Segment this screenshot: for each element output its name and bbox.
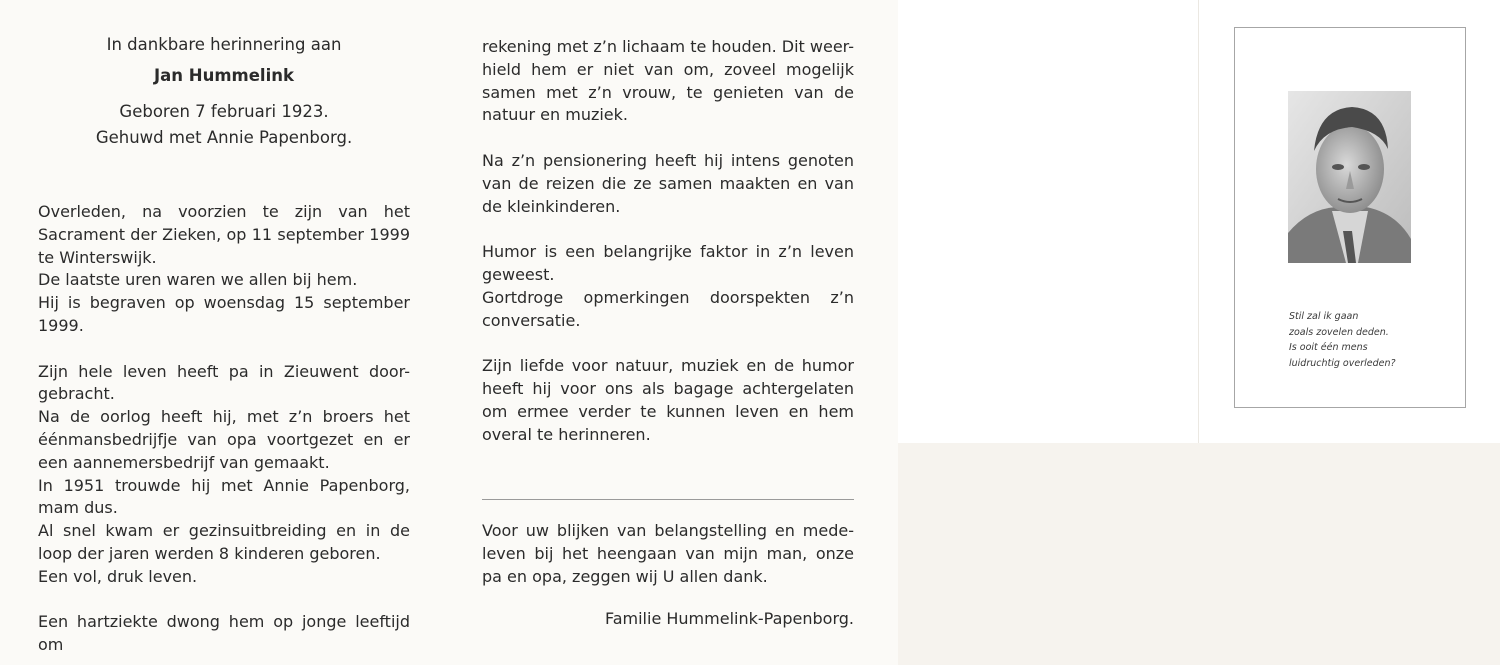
birth-date: Geboren 7 februari 1923. [119,102,329,121]
poem-line: Is ooit één mens [1289,342,1368,353]
deceased-name [38,66,410,85]
text-line: In 1951 trouwde hij met Annie Papenborg, mam dus. [38,475,410,518]
text-line: Zijn hele leven heeft pa in Zieuwent door-gebracht. [38,361,410,404]
text-line: Na de oorlog heeft hij, met z’n broers het éénmansbedrijfje van opa voortgezet en er een aannemersbedrijf van gemaakt. [38,407,410,472]
paragraph [482,355,854,446]
paragraph [38,361,410,589]
text-line: Overleden, na voorzien te zijn van het Sacrament der Zieken, op 11 september 1999 te Winterswijk. [38,202,410,267]
deceased-name-text: Jan Hummelink [154,66,294,85]
poem-line: luidruchtig overleden? [1289,357,1396,369]
thanks-paragraph: Voor uw blijken van belangstelling en mede-leven bij het heengaan van mijn man, onze pa en opa, zeggen wij U allen dank. [482,521,854,586]
text-line: Een hartziekte dwong hem op jonge leeftijd om [38,612,410,655]
memorial-card [1234,27,1466,408]
paragraph [482,150,854,218]
text-line: rekening met z’n lichaam te houden. Dit weer-hield hem er niet van om, zoveel mogelijk samen met z’n vrouw, te genieten van de natuur en muziek. [482,37,854,125]
married-line: Gehuwd met Annie Papenborg. [95,128,353,147]
paragraph [482,36,854,127]
signature: Familie Hummelink-Papenborg. [604,609,854,628]
paragraph [38,201,410,338]
poem-line: zoals zovelen deden. [1289,326,1389,338]
portrait-image [1288,91,1411,263]
poem-line: Stil zal ik gaan [1289,311,1359,322]
fold-line [1198,0,1199,443]
text-line: Hij is begraven op woensdag 15 september 1999. [38,293,410,335]
text-line: Een vol, druk leven. [38,566,198,586]
divider-line [482,499,854,500]
text-line: Humor is een belangrijke faktor in z’n leven geweest. [482,242,854,284]
middle-column [482,36,854,446]
text-line: De laatste uren waren we allen bij hem. [38,270,358,290]
left-column [38,201,410,657]
text-line: Gortdroge opmerkingen doorspekten z’n conversatie. [482,287,854,330]
blank-area [898,443,1500,665]
text-line: Zijn liefde voor natuur, muziek en de humor heeft hij voor ons als bagage achtergelaten om ermee verder te kunnen leven en hem overal te herinneren. [482,356,854,444]
portrait-photo [1288,91,1411,263]
text-line: Na z’n pensionering heeft hij intens genoten van de reizen die ze samen maakten en van de kleinkinderen. [482,150,854,216]
paragraph [38,611,410,657]
paragraph [482,241,854,332]
header-line: In dankbare herinnering aan [106,35,342,54]
poem [1289,309,1396,371]
text-line: Al snel kwam er gezinsuitbreiding en in de loop der jaren werden 8 kinderen geboren. [38,521,410,563]
